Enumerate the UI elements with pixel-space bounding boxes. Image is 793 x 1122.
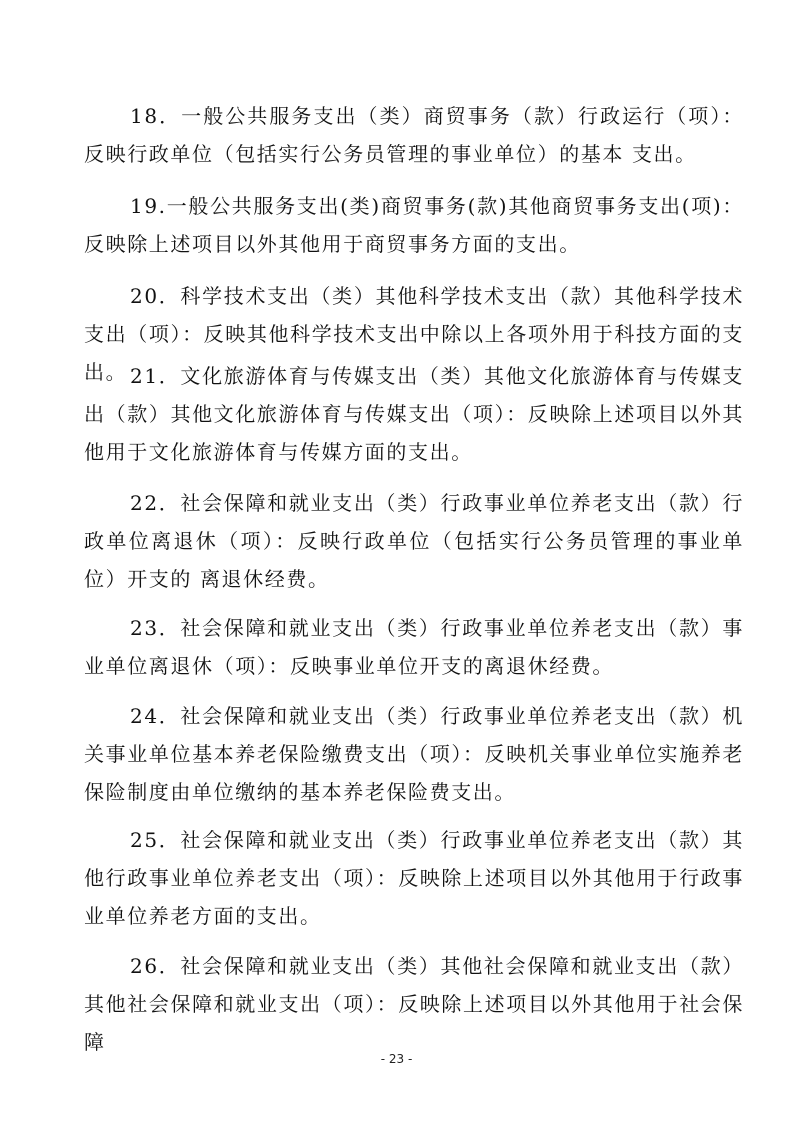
page-number: - 23 - — [380, 1052, 413, 1066]
paragraph-25: 25．社会保障和就业支出（类）行政事业单位养老支出（款）其他行政事业单位养老支出（项）：反映除上述项目以外其他用于行政事业单位养老方面的支出。 — [84, 828, 744, 928]
paragraph-20: 20．科学技术支出（类）其他科学技术支出（款）其他科学技术支出（项）：反映其他科学技术支出中除以上各项外用于科技方面的支出。 — [84, 284, 744, 384]
paragraph-19: 19.一般公共服务支出(类)商贸事务(款)其他商贸事务支出(项)：反映除上述项目以外其他用于商贸事务方面的支出。 — [84, 194, 744, 256]
paragraph-23: 23．社会保障和就业支出（类）行政事业单位养老支出（款）事业单位离退休（项）：反映事业单位开支的离退休经费。 — [84, 616, 744, 678]
paragraph-26: 26．社会保障和就业支出（类）其他社会保障和就业支出（款）其他社会保障和就业支出（项）：反映除上述项目以外其他用于社会保障 — [84, 954, 744, 1054]
paragraph-24: 24．社会保障和就业支出（类）行政事业单位养老支出（款）机关事业单位基本养老保险缴费支出（项）：反映机关事业单位实施养老保险制度由单位缴纳的基本养老保险费支出。 — [84, 704, 744, 804]
paragraph-21: 21．文化旅游体育与传媒支出（类）其他文化旅游体育与传媒支出（款）其他文化旅游体育与传媒支出（项）：反映除上述项目以外其他用于文化旅游体育与传媒方面的支出。 — [84, 364, 744, 464]
paragraph-22: 22．社会保障和就业支出（类）行政事业单位养老支出（款）行政单位离退休（项）：反映行政单位（包括实行公务员管理的事业单位）开支的 离退休经费。 — [84, 491, 744, 591]
paragraph-18: 18．一般公共服务支出（类）商贸事务（款）行政运行（项）：反映行政单位（包括实行公务员管理的事业单位）的基本 支出。 — [84, 104, 744, 166]
